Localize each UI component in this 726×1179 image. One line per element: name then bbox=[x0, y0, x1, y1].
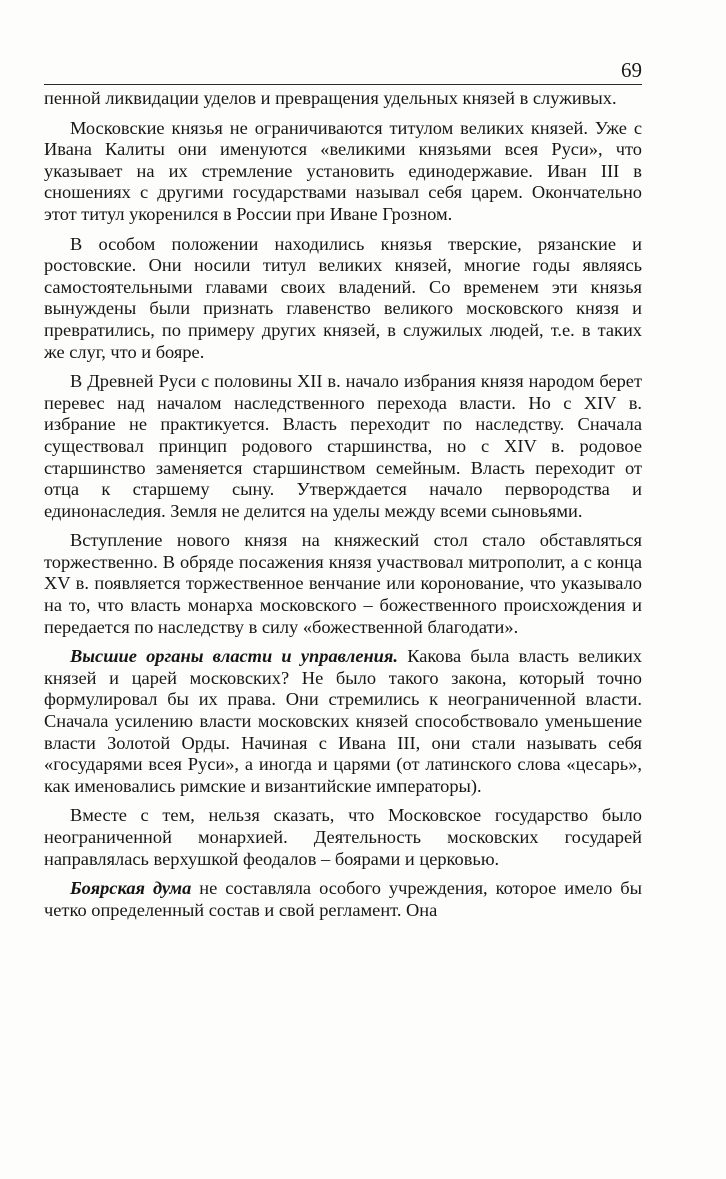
paragraph-text: В особом положении находились князья тверские, рязанские и ростовские. Они носили титул великих князей, многие годы являясь самостоятельными главами своих владений. Со временем эти князья вынуждены были признать главенство великого московского князя и превратились, по примеру других князей, в служилых людей, т.е. в таких же слуг, что и бояре. bbox=[44, 233, 642, 362]
paragraph-text: пенной ликвидации уделов и превращения удельных князей в служивых. bbox=[44, 88, 617, 108]
text-body bbox=[44, 88, 642, 929]
paragraph bbox=[44, 234, 642, 364]
paragraph-text: В Древней Руси с половины XII в. начало избрания князя народом берет перевес над началом наследственного перехода власти. Но с XIV в. избрание не практикуется. Власть переходит по наследству. Сначала существовал принцип родового старшинства, но с XIV в. родовое старшинство заменяется старшинством семейным. Власть переходит от отца к старшему сыну. Утверждается начало первородства и единонаследия. Земля не делится на уделы между всеми сыновьями. bbox=[44, 371, 642, 521]
paragraph-text: Вступление нового князя на княжеский стол стало обставляться торжественно. В обряде посажения князя участвовал митрополит, а с конца XV в. появляется торжественное венчание или коронование, что указывало на то, что власть монарха московского – божественного происхождения и передается по наследству в силу «божественной благодати». bbox=[44, 530, 642, 637]
paragraph bbox=[44, 530, 642, 638]
paragraph bbox=[44, 118, 642, 226]
paragraph bbox=[44, 878, 642, 921]
paragraph bbox=[44, 371, 642, 522]
page-header bbox=[44, 58, 642, 85]
section-heading: Высшие органы власти и управления. bbox=[70, 646, 398, 667]
page-number: 69 bbox=[621, 58, 642, 82]
paragraph bbox=[44, 88, 642, 110]
paragraph-text: Московские князья не ограничиваются титулом великих князей. Уже с Ивана Калиты они именуются «великими князьями всея Руси», что указывает на их стремление установить единодержавие. Иван III в сношениях с другими государствами называл себя царем. Окончательно этот титул укоренился в России при Иване Грозном. bbox=[44, 117, 642, 224]
paragraph-text: не составляла особого учреждения, которое имело бы четко определенный состав и свой регламент. Она bbox=[44, 878, 642, 920]
paragraph-text: Вместе с тем, нельзя сказать, что Московское государство было неограниченной монархией. Деятельность московских государей направлялась верхушкой феодалов – боярами и церковью. bbox=[44, 805, 642, 869]
section-heading: Боярская дума bbox=[70, 878, 192, 899]
paragraph-text: Какова была власть великих князей и царей московских? Не было такого закона, который точно формулировал бы их права. Они стремились к неограниченной власти. Сначала усилению власти московских князей способствовало уменьшение власти Золотой Орды. Начиная с Ивана III, они стали называть себя «государями всея Руси», а иногда и царями (от латинского слова «цесарь», как именовались римские и византийские императоры). bbox=[44, 646, 642, 796]
paragraph bbox=[44, 805, 642, 870]
paragraph bbox=[44, 646, 642, 797]
